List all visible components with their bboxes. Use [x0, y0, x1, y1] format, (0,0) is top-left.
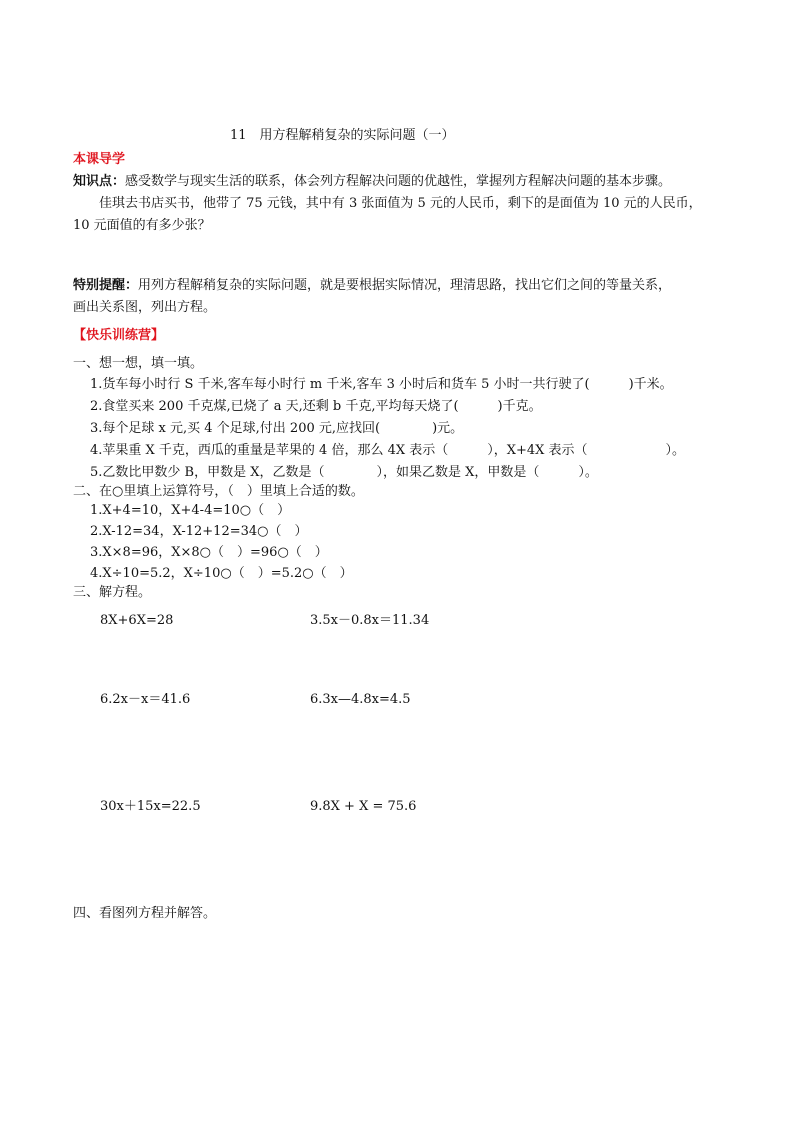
page-title: 11 用方程解稍复杂的实际问题（一） [230, 128, 455, 143]
operation-item: 3.X×8=96，X×8○（ ）=96○（ ） [90, 545, 328, 560]
operation-item: 1.X+4=10，X+4-4=10○（ ） [90, 503, 291, 518]
equation: 30x＋15x=22.5 [100, 799, 201, 814]
reminder [73, 278, 671, 294]
operation-item: 2.X-12=34，X-12+12=34○（ ） [90, 524, 308, 539]
fill-item: 5.乙数比甲数少 B，甲数是 X，乙数是（ ），如果乙数是 X，甲数是（ ）。 [90, 465, 598, 480]
reminder-line-2: 画出关系图，列出方程。 [73, 300, 217, 315]
equation: 6.3x—4.8x=4.5 [310, 692, 411, 707]
equation: 6.2x－x＝41.6 [100, 692, 191, 707]
reminder-text: 用列方程解稍复杂的实际问题，就是要根据实际情况，理清思路，找出它们之间的等量关系， [138, 278, 672, 293]
practice-heading: 【快乐训练营】 [73, 328, 165, 343]
section2-title: 二、在○里填上运算符号，（ ）里填上合适的数。 [73, 484, 364, 499]
knowledge-text: 感受数学与现实生活的联系，体会列方程解决问题的优越性，掌握列方程解决问题的基本步骤。 [125, 174, 672, 189]
knowledge-label: 知识点： [73, 174, 126, 189]
example-line-1: 佳琪去书店买书，他带了 75 元钱，其中有 3 张面值为 5 元的人民币，剩下的是面值为 10 元的人民币， [99, 196, 702, 211]
equation: 3.5x－0.8x＝11.34 [310, 613, 430, 628]
fill-item: 2.食堂买来 200 千克煤,已烧了 a 天,还剩 b 千克,平均每天烧了( )千克。 [90, 399, 542, 414]
fill-item: 3.每个足球 x 元,买 4 个足球,付出 200 元,应找回( )元。 [90, 421, 464, 436]
section4-title: 四、看图列方程并解答。 [73, 906, 217, 921]
section1-title: 一、想一想，填一填。 [73, 356, 204, 371]
section3-title: 三、解方程。 [73, 585, 152, 600]
guide-heading: 本课导学 [73, 152, 126, 167]
operation-item: 4.X÷10=5.2，X÷10○（ ）=5.2○（ ） [90, 566, 353, 581]
fill-item: 1.货车每小时行 S 千米,客车每小时行 m 千米,客车 3 小时后和货车 5 小时一共行驶了( )千米。 [90, 377, 673, 392]
fill-item: 4.苹果重 X 千克，西瓜的重量是苹果的 4 倍，那么 4X 表示（ ），X+4X 表示（ ）。 [90, 443, 686, 458]
equation: 8X+6X=28 [100, 613, 174, 628]
example-line-2: 10 元面值的有多少张？ [73, 218, 211, 233]
reminder-label: 特别提醒： [73, 278, 139, 293]
knowledge-point [73, 174, 671, 190]
equation: 9.8X + X = 75.6 [310, 799, 417, 814]
